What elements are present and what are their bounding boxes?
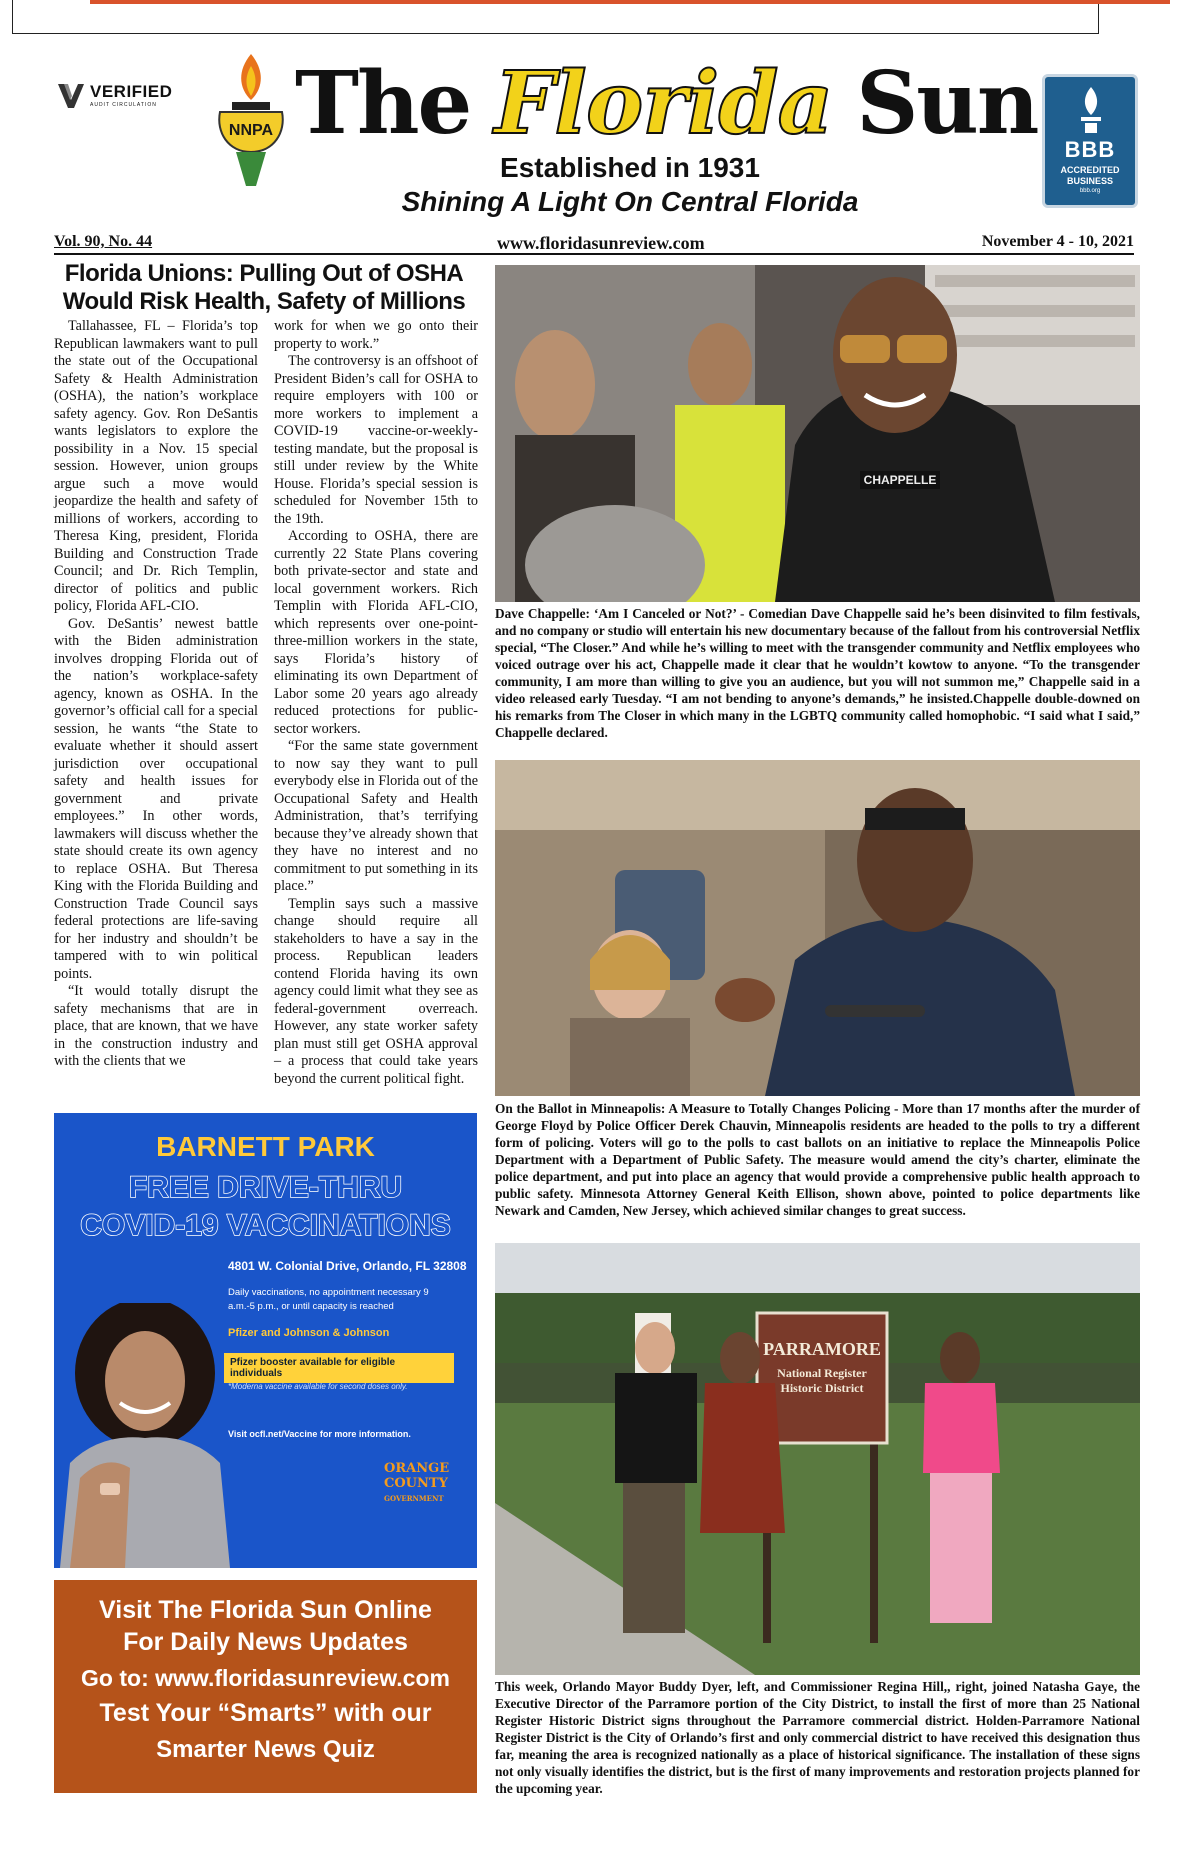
nnpa-torch-logo — [206, 52, 296, 188]
bbb-logo-text: BBB — [1064, 137, 1116, 162]
vaccination-ad[interactable] — [54, 1113, 477, 1568]
vax-ad-booster: Pfizer booster available for eligible individuals — [224, 1353, 454, 1383]
sun-ad-website[interactable]: Go to: www.floridasunreview.com — [81, 1665, 450, 1691]
issue-date: November 4 - 10, 2021 — [981, 233, 1134, 250]
sun-ad-line-5: Smarter News Quiz — [156, 1736, 375, 1763]
article-paragraph: work for when we go onto their property to work.” — [274, 318, 478, 352]
dateline-bar — [54, 233, 1134, 255]
title-sun: Sun — [856, 53, 1038, 154]
article-paragraph: The controversy is an offshoot of President Biden’s call for OSHA to require employers with 100 or more workers to implement a COVID-19 vaccine-or-weekly-testing mandate, but the proposal is still under review by the White House. Florida’s special session is scheduled for November 15th to the 19th. — [274, 353, 478, 527]
bbb-accredited-badge — [1042, 74, 1138, 208]
vax-ad-line-1: FREE DRIVE-THRU — [128, 1171, 403, 1204]
article-paragraph: Templin says such a massive change should require all stakeholders to have a say in the process. Republican leaders contend Florida having its own agency could limit what they see as federal-government overreach. However, any state worker safety plan must still get OSHA approval – a process that could take years beyond the current political fight. — [274, 895, 478, 1087]
article-paragraph: Gov. DeSantis’ newest battle with the Biden administration involves dropping Florida out of the nation’s workplace-safety agency, known as OSHA. In the governor’s official call for a special session, he wants “the State to evaluate whether it should assert jurisdiction over occupational safety and health issues for government and private employees.” In other words, lawmakers will discuss whether the state should create its own agency to replace OSHA. But Theresa King with the Florida Building and Construction Trade Council says federal protections are life-saving for her industry and shouldn’t be tampered with to win political points. — [54, 615, 258, 982]
volume-number: Vol. 90, No. 44 — [54, 233, 153, 250]
bbb-accredited-text: ACCREDITED BUSINESS — [1060, 165, 1120, 186]
website-link[interactable]: www.floridasunreview.com — [497, 233, 705, 253]
article-paragraph: Tallahassee, FL – Florida’s top Republican lawmakers want to pull the state out of the Occupational Safety & Health Administration (OSHA), the nation’s workplace safety agency. Gov. Ron DeSantis wants legislators to explore the possibility in a Nov. 15 special session. However, union groups argue such a move would jeopardize the health and safety of millions of workers, according to Theresa King, president, Florida Building and Construction Trade Council; and Dr. Rich Templin, director of politics and public policy, Florida AFL-CIO. — [54, 318, 258, 614]
established-line: Established in 1931 — [500, 152, 760, 183]
vax-ad-brands: Pfizer and Johnson & Johnson — [228, 1327, 390, 1339]
minneapolis-caption: On the Ballot in Minneapolis: A Measure to Totally Changes Policing - More than 17 months after the murder of George Floyd by Police Officer Derek Chauvin, Minneapolis residents are headed to the polls to try a different form of policing. Voters will go to the polls to cast ballots on an initiative to replace the Minneapolis Police Department with a Department of Public Safety. The measure would amend the city’s charter, eliminate the police department, and put into place an agency that would provide a comprehensive public health approach to public safety. Minnesota Attorney General Keith Ellison, shown above, pointed to police departments like Newark and Camden, New Jersey, which achieved similar changes to great success. — [495, 1101, 1140, 1218]
sign-line-1: National Register — [777, 1366, 867, 1380]
parramore-caption: This week, Orlando Mayor Buddy Dyer, left, and Commissioner Regina Hill,, right, joined Natasha Gaye, the Executive Director of the Parramore portion of the City District, to install the first of more than 25 National Register Historic District signs throughout the Parramore commercial district. Holden-Parramore National Register District is the City of Orlando’s first and only commercial district to have received this designation thus far, meaning the area is recognized nationally as a place of historical significance. The installation of these signs not only visually identifies the district, but is the first of many improvements and restoration projects planned for the upcoming year. — [495, 1679, 1140, 1796]
sun-ad-line-4: Test Your “Smarts” with our — [99, 1699, 432, 1727]
ellison-photo — [495, 760, 1140, 1096]
vax-ad-address: 4801 W. Colonial Drive, Orlando, FL 32808 — [228, 1259, 467, 1273]
nnpa-label: NNPA — [228, 122, 274, 139]
sun-ad-line-2: For Daily News Updates — [123, 1628, 408, 1656]
article-column-2 — [274, 318, 478, 1088]
chappelle-caption: Dave Chappelle: ‘Am I Canceled or Not?’ - Comedian Dave Chappelle said he’s been disinvited to film festivals, and no company or studio will entertain his new documentary because of the fallout from his controversial Netflix special, “The Closer.” And while he’s willing to meet with the transgender community and Netflix employees who voiced outrage over his act, Chappelle made it clear that he wouldn’t kowtow to anyone. “To the transgender community, I am more than willing to give you an audience, but you will not summon me,” Chappelle said in a video released early Tuesday. “I am not bending to anyone’s demands,” he insisted.Chappelle double-downed on his remarks from The Closer in which many in the LGBTQ community called homophobic. “I said what I said,” Chappelle declared. — [495, 606, 1140, 740]
vax-ad-line-2: COVID-19 VACCINATIONS — [80, 1209, 451, 1242]
vax-ad-hours: Daily vaccinations, no appointment necessary 9 a.m.-5 p.m., or until capacity is reached — [228, 1287, 429, 1312]
tagline: Shining A Light On Central Florida — [401, 186, 859, 217]
verified-audit-logo — [56, 80, 172, 110]
article-paragraph: According to OSHA, there are currently 22 State Plans covering both private-sector and state and local government workers. Rich Templin with Florida AFL-CIO, which represents over one-point-three-million workers in the state, says Florida’s history of eliminating its own Department of Labor some 20 years ago already reduced protections for public-sector workers. — [274, 528, 478, 737]
sign-line-2: Historic District — [780, 1381, 864, 1395]
newspaper-title — [295, 53, 1038, 154]
florida-sun-online-ad[interactable] — [54, 1580, 477, 1793]
article-column-1 — [54, 318, 258, 1071]
sun-ad-line-1: Visit The Florida Sun Online — [99, 1596, 432, 1624]
top-border-frame — [12, 0, 1099, 34]
jacket-name-text: CHAPPELLE — [863, 473, 937, 487]
county-word-1: ORANGE — [384, 1461, 450, 1476]
orange-county-logo — [384, 1461, 450, 1506]
title-florida: Florida — [494, 53, 833, 154]
county-word-2: COUNTY — [384, 1476, 448, 1491]
vax-ad-visit[interactable]: Visit ocfl.net/Vaccine for more information. — [228, 1429, 411, 1439]
vax-ad-woman-image — [60, 1303, 230, 1568]
verified-check-icon — [56, 80, 86, 110]
title-the: The — [295, 53, 471, 154]
vax-ad-title: BARNETT PARK — [156, 1131, 375, 1162]
county-word-3: GOVERNMENT — [384, 1494, 444, 1503]
verified-sub-label: AUDIT CIRCULATION — [90, 101, 157, 108]
top-accent-stripe — [90, 0, 1170, 4]
bbb-url: bbb.org — [1079, 188, 1101, 194]
article-paragraph: “It would totally disrupt the safety mechanisms that are in place, that are known, that we have in the construction industry and with the clients that we — [54, 983, 258, 1069]
chappelle-photo — [495, 265, 1140, 602]
sign-title: PARRAMORE — [763, 1339, 881, 1359]
article-headline: Florida Unions: Pulling Out of OSHA Would Risk Health, Safety of Millions — [62, 260, 466, 315]
article-paragraph: “For the same state government to now say they want to pull everybody else in Florida out of the Occupational Safety and Health Administration, that’s terrifying because they’ve already shown that they have no interest and no commitment to put something in its place.” — [274, 738, 478, 894]
verified-label: VERIFIED — [90, 81, 173, 101]
parramore-sign — [759, 1319, 885, 1396]
bbb-torch-icon — [1071, 85, 1111, 135]
vax-ad-moderna-note: *Moderna vaccine available for second doses only. — [228, 1382, 408, 1391]
parramore-photo — [495, 1243, 1140, 1675]
